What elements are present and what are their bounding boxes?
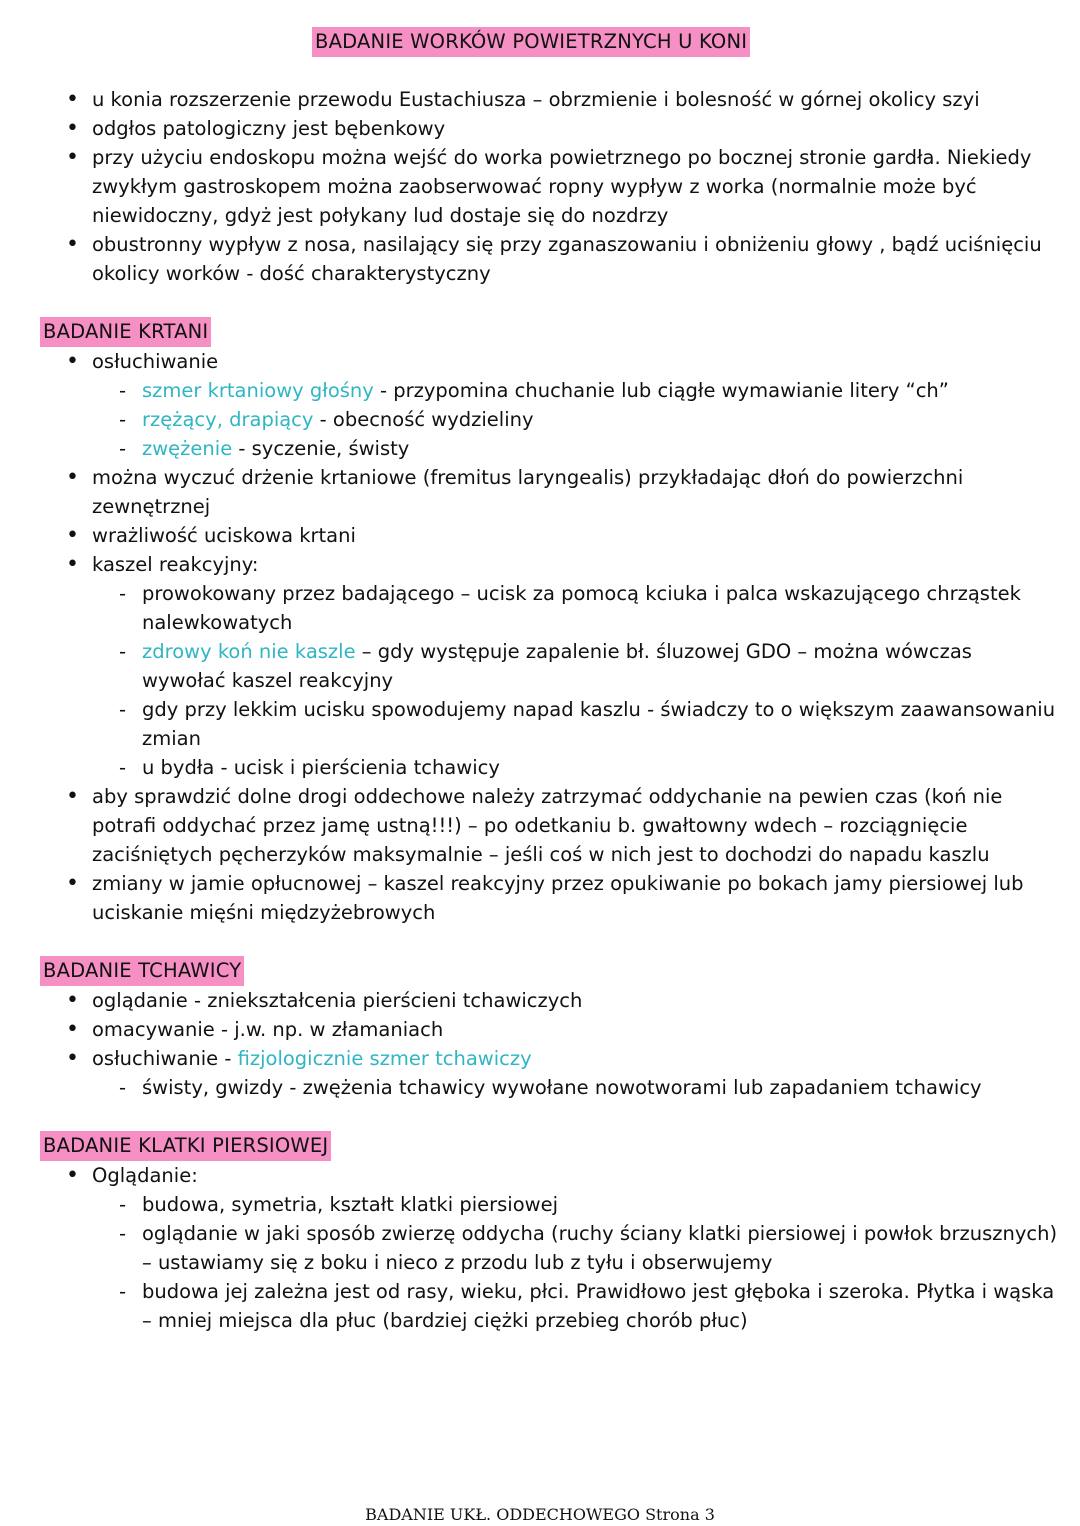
- list-item-text: kaszel reakcyjny:: [92, 553, 259, 576]
- intro-section: [40, 85, 1060, 288]
- section-heading-klatka: [40, 1131, 1060, 1161]
- list-item: [40, 1044, 1060, 1102]
- list-item: • przy użyciu endoskopu można wejść do worka powietrznego po bocznej stronie gardła. Niekiedy zwykłym gastroskopem można zaobserwować ropny wypływ z worka (normalnie może być niewidoczny, gdyż jest połykany lud dostaje się do nozdrzy: [40, 143, 1060, 230]
- list-item: • obustronny wypływ z nosa, nasilający się przy zganaszowaniu i obniżeniu głowy , bądź uciśnięciu okolicy worków - dość charakterystyczny: [40, 230, 1060, 288]
- page-title-text: BADANIE WORKÓW POWIETRZNYCH U KONI: [312, 27, 750, 57]
- list-item: • oglądanie - zniekształcenia pierścieni tchawiczych: [40, 986, 1060, 1015]
- highlight-term: zdrowy koń nie kaszle: [142, 640, 356, 663]
- sub-item: - u bydła - ucisk i pierścienia tchawicy: [92, 753, 1060, 782]
- sub-item-text: - przypomina chuchanie lub ciągłe wymawianie litery “ch”: [373, 379, 949, 402]
- list-item: • wrażliwość uciskowa krtani: [40, 521, 1060, 550]
- sublist: [92, 376, 1060, 463]
- intro-list: [40, 85, 1060, 288]
- highlight-term: fizjologicznie szmer tchawiczy: [237, 1047, 532, 1070]
- highlight-term: szmer krtaniowy głośny: [142, 379, 374, 402]
- list-item: • u konia rozszerzenie przewodu Eustachiusza – obrzmienie i bolesność w górnej okolicy szyi: [40, 85, 1060, 114]
- list-item-text: Oglądanie:: [92, 1164, 198, 1187]
- list-item: [40, 347, 1060, 463]
- list-item: [40, 1161, 1060, 1335]
- section-heading-text: BADANIE KLATKI PIERSIOWEJ: [40, 1131, 331, 1161]
- list-item: • odgłos patologiczny jest bębenkowy: [40, 114, 1060, 143]
- list-item-text: osłuchiwanie: [92, 350, 219, 373]
- krtan-section: [40, 317, 1060, 927]
- sub-item: [92, 376, 1060, 405]
- section-heading-text: BADANIE TCHAWICY: [40, 956, 244, 986]
- sub-item-text: – gdy występuje zapalenie bł. śluzowej GDO – można wówczas wywołać kaszel reakcyjny: [142, 640, 972, 692]
- sub-item-text: - syczenie, świsty: [232, 437, 410, 460]
- tchawica-list: [40, 986, 1060, 1102]
- sub-item: - gdy przy lekkim ucisku spowodujemy napad kaszlu - świadczy to o większym zaawansowaniu zmian: [92, 695, 1060, 753]
- list-item: • omacywanie - j.w. np. w złamaniach: [40, 1015, 1060, 1044]
- sublist: [92, 1073, 1060, 1102]
- klatka-list: [40, 1161, 1060, 1335]
- sub-item-text: - obecność wydzieliny: [313, 408, 534, 431]
- page-footer: BADANIE UKŁ. ODDECHOWEGO Strona 3: [365, 1505, 715, 1524]
- krtan-list: [40, 347, 1060, 927]
- sub-item: [92, 405, 1060, 434]
- highlight-term: rzężący, drapiący: [142, 408, 314, 431]
- list-item-text: osłuchiwanie -: [92, 1047, 238, 1070]
- sub-item: [92, 637, 1060, 695]
- sub-item: - świsty, gwizdy - zwężenia tchawicy wywołane nowotworami lub zapadaniem tchawicy: [92, 1073, 1060, 1102]
- list-item: • zmiany w jamie opłucnowej – kaszel reakcyjny przez opukiwanie po bokach jamy piersiowej lub uciskanie mięśni międzyżebrowych: [40, 869, 1060, 927]
- list-item: • można wyczuć drżenie krtaniowe (fremitus laryngealis) przykładając dłoń do powierzchni zewnętrznej: [40, 463, 1060, 521]
- sublist: [92, 579, 1060, 782]
- highlight-term: zwężenie: [142, 437, 233, 460]
- tchawica-section: [40, 956, 1060, 1102]
- sublist: [92, 1190, 1060, 1335]
- sub-item: [92, 434, 1060, 463]
- list-item: [40, 550, 1060, 782]
- sub-item: - budowa jej zależna jest od rasy, wieku, płci. Prawidłowo jest głęboka i szeroka. Płytka i wąska – mniej miejsca dla płuc (bardziej ciężki przebieg chorób płuc): [92, 1277, 1060, 1335]
- section-heading-tchawica: [40, 956, 1060, 986]
- sub-item: - budowa, symetria, kształt klatki piersiowej: [92, 1190, 1060, 1219]
- sub-item: - oglądanie w jaki sposób zwierzę oddycha (ruchy ściany klatki piersiowej i powłok brzusznych) – ustawiamy się z boku i nieco z przodu lub z tyłu i obserwujemy: [92, 1219, 1060, 1277]
- klatka-section: [40, 1131, 1060, 1335]
- section-heading-text: BADANIE KRTANI: [40, 317, 211, 347]
- section-heading-krtan: [40, 317, 1060, 347]
- page-title: [312, 27, 750, 57]
- list-item: • aby sprawdzić dolne drogi oddechowe należy zatrzymać oddychanie na pewien czas (koń nie potrafi oddychać przez jamę ustną!!!) – po odetkaniu b. gwałtowny wdech – rozciągnięcie zaciśniętych pęcherzyków maksymalnie – jeśli coś w nich jest to dochodzi do napadu kaszlu: [40, 782, 1060, 869]
- sub-item: - prowokowany przez badającego – ucisk za pomocą kciuka i palca wskazującego chrząstek nalewkowatych: [92, 579, 1060, 637]
